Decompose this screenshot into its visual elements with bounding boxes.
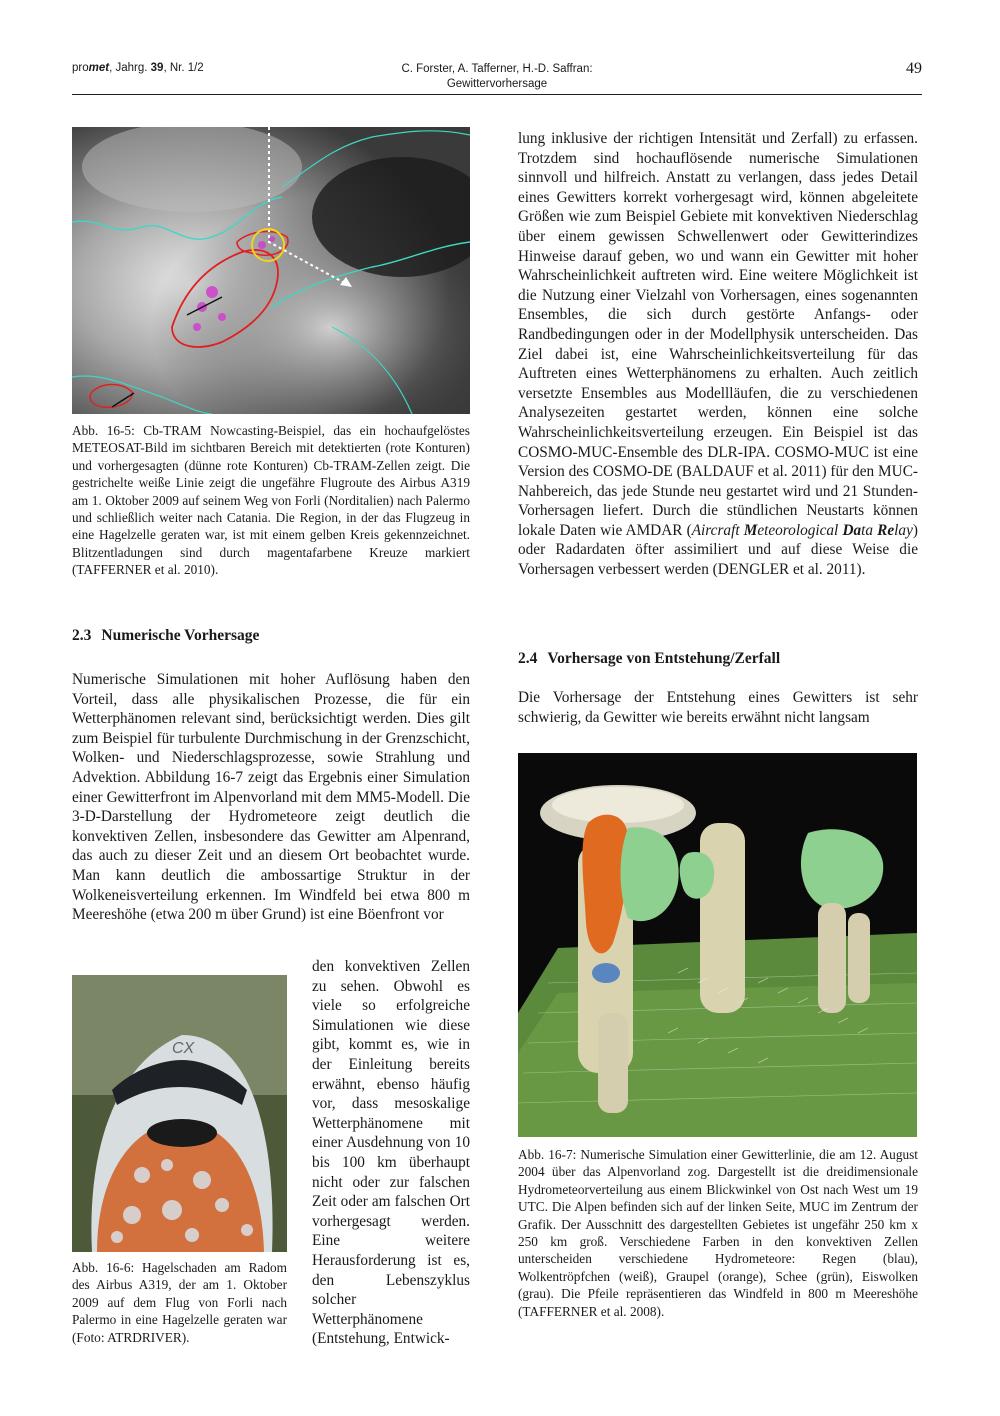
- left-column-paragraph: Numerische Simulationen mit hoher Auflösung haben den Vorteil, dass alle physikalischen Prozesse, die für ein Wetterphänomen relevant sind, berücksichtigt werden. Dies gilt zum Beispiel für turbulente Durchmischung in der Grenzschicht, Wolken- und Niederschlagsprozesse, sowie Strahlung und Advektion. Abbildung 16-7 zeigt das Ergebnis einer Simulation einer Gewitterfront im Alpenvorland mit dem MM5-Modell. Die 3-D-Darstellung der Hydrometeore zeigt deutlich die konvektiven Zellen, insbesondere das Gewitter am Alpenrand, das auch zu dieser Zeit und an diesem Ort beobachtet wurde. Man kann deutlich die ambossartige Struktur in der Wolkeneisverteilung erkennen. Im Windfeld bei etwa 800 m Meereshöhe (etwa 200 m über Grund) ist eine Böenfront vor: [72, 671, 470, 924]
- figure-16-5-satellite-image: [72, 127, 470, 414]
- figure-16-6-caption: Abb. 16-6: Hagelschaden am Radom des Airbus A319, der am 1. Oktober 2009 auf dem Flug von Forli nach Palermo in eine Hagelzelle geraten war (Foto: ATRDRIVER).: [72, 1260, 287, 1345]
- authors: C. Forster, A. Tafferner, H.-D. Saffran:: [401, 63, 593, 75]
- section-2-4-heading: 2.4 Vorhersage von Entstehung/Zerfall: [518, 650, 781, 667]
- right-column-section-2-4-paragraph: Die Vorhersage der Entstehung eines Gewitters ist sehr schwierig, da Gewitter wie bereits erwähnt nicht langsam: [518, 689, 918, 726]
- section-2-3-heading: 2.3 Numerische Vorhersage: [72, 627, 260, 644]
- left-narrow-paragraph: den konvektiven Zellen zu sehen. Obwohl es viele so erfolgreiche Simulationen wie diese gibt, kommt es, wie in der Einleitung bereits erwähnt, ebenso häufig vor, dass mesoskalige Wetterphänomene mit einer Ausdehnung von 10 bis 100 km überhaupt nicht oder zur falschen Zeit oder am falschen Ort vorhergesagt werden. Eine weitere Herausforderung ist es, den Lebenszyklus solcher Wetterphänomene (Entstehung, Entwick-: [312, 958, 470, 1348]
- satellite-image-graphic: [72, 127, 470, 414]
- figure-16-6-hail-damage-photo: [72, 975, 287, 1252]
- running-header: [72, 60, 922, 95]
- figure-16-7-caption: Abb. 16-7: Numerische Simulation einer Gewitterlinie, die am 12. August 2004 über das Alpenvorland zog. Dargestellt ist die dreidimensionale Hydrometeorverteilung aus einem Blickwinkel von Ost nach West um 19 UTC. Die Alpen befinden sich auf der linken Seite, MUC im Zentrum der Grafik. Der Ausschnitt des dargestellten Gebietes ist ungefähr 250 km x 250 km groß. Verschiedene Farben in den konvektiven Zellen unterscheiden verschiedene Hydrometeore: Regen (blau), Wolkentröpfchen (weiß), Graupel (orange), Schee (grün), Eiswolken (grau). Die Pfeile repräsentieren das Windfeld in 800 m Meereshöhe (TAFFERNER et al. 2008).: [518, 1147, 918, 1319]
- plane-registration-text: CX: [172, 1040, 195, 1057]
- article-title: Gewittervorhersage: [446, 78, 548, 90]
- journal-reference: promet, Jahrg. 39, Nr. 1/2: [72, 62, 204, 74]
- hail-damage-photo-graphic: [72, 975, 287, 1252]
- authors-and-title: [72, 62, 922, 92]
- right-column-paragraph: lung inklusive der richtigen Intensität und Zerfall) zu erfassen. Trotzdem sind hochauflösende numerische Simulationen sinnvoll und hilfreich. Anstatt zu verlangen, dass jedes Detail eines Gewitters korrekt vorhergesagt wird, können abgeleitete Größen wie zum Beispiel Gebiete mit konvektiven Niederschlag über einem gewissen Schwellenwert oder Gewitterindizes Hinweise darauf geben, wo und wann ein Gewitter mit hoher Wahrscheinlichkeit auftreten wird. Eine weitere Möglichkeit ist die Nutzung einer Vielzahl von Vorhersagen, eines sogenannten Ensembles, die sich durch gestörte Anfangs- oder Randbedingungen oder in der Modellphysik unterscheiden. Das Ziel dabei ist, eine Wahrscheinlichkeitsverteilung für das Auftreten eines Wetterphänomens zu erhalten. Auch zeitlich versetzte Ensembles aus Modellläufen, die zu verschiedenen Analysezeiten gestartet werden, können eine solche Wahrscheinlichkeitsverteilung erzeugen. Ein Beispiel ist das COSMO-MUC-Ensemble des DLR-IPA. COSMO-MUC ist eine Version des COSMO-DE (BALDAUF et al. 2011) für den MUC-Nahbereich, das jede Stunde neu gestartet wird und 21 Stunden-Vorhersagen liefert. Durch die stündlichen Neustarts können lokale Daten wie AMDAR (Aircraft Meteorological Data Relay) oder Radardaten öfter assimiliert und auf diese Weise die Vorhersagen verbessert werden (DENGLER et al. 2011).: [518, 130, 918, 579]
- page-number: 49: [906, 60, 922, 77]
- simulation-3d-graphic: [518, 753, 917, 1137]
- figure-16-7-simulation-graphic: [518, 753, 917, 1137]
- figure-16-5-caption: Abb. 16-5: Cb-TRAM Nowcasting-Beispiel, das ein hochaufgelöstes METEOSAT-Bild im sichtbaren Bereich mit detektierten (rote Konturen) und vorhergesagten (dünne rote Konturen) Cb-TRAM-Zellen zeigt. Die gestrichelte weiße Linie zeigt die ungefähre Flugroute des Airbus A319 am 1. Oktober 2009 auf seinem Weg von Forli (Norditalien) nach Palermo und schließlich weiter nach Catania. Die Region, in der das Flugzeug in eine Hagelzelle geraten war, ist mit einem gelben Kreis gekennzeichnet. Blitzentladungen sind durch magentafarbene Kreuze markiert (TAFFERNER et al. 2010).: [72, 423, 470, 578]
